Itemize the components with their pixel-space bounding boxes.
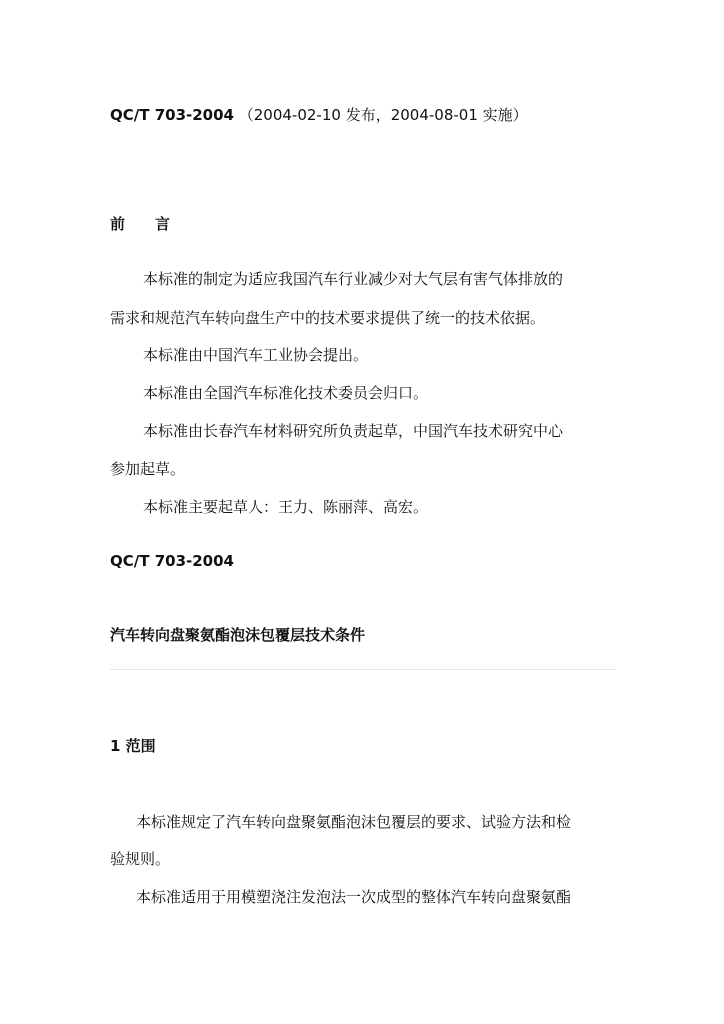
scope-paragraph-line: 本标准适用于用模塑浇注发泡法一次成型的整体汽车转向盘聚氨酯 bbox=[136, 888, 572, 906]
scope-paragraph-line: 验规则。 bbox=[110, 850, 171, 868]
standard-code-heading: QC/T 703-2004 bbox=[110, 552, 234, 570]
standard-title: 汽车转向盘聚氨酯泡沫包覆层技术条件 bbox=[110, 626, 366, 644]
foreword-heading: 前 言 bbox=[110, 215, 171, 233]
foreword-paragraph-line: 需求和规范汽车转向盘生产中的技术要求提供了统一的技术依据。 bbox=[110, 309, 546, 327]
foreword-paragraph-line: 本标准的制定为适应我国汽车行业减少对大气层有害气体排放的 bbox=[143, 270, 564, 288]
title-divider bbox=[110, 669, 615, 670]
foreword-paragraph-line: 本标准主要起草人：王力、陈丽萍、高宏。 bbox=[143, 498, 429, 516]
foreword-paragraph-line: 本标准由中国汽车工业协会提出。 bbox=[143, 346, 369, 364]
standard-code: QC/T 703-2004 bbox=[110, 106, 234, 124]
foreword-paragraph-line: 本标准由全国汽车标准化技术委员会归口。 bbox=[143, 384, 429, 402]
section-heading-scope: 1 范围 bbox=[110, 737, 156, 755]
scope-paragraph-line: 本标准规定了汽车转向盘聚氨酯泡沫包覆层的要求、试验方法和检 bbox=[136, 813, 572, 831]
standard-header bbox=[110, 105, 615, 125]
foreword-paragraph-line: 参加起草。 bbox=[110, 460, 186, 478]
foreword-paragraph-line: 本标准由长春汽车材料研究所负责起草，中国汽车技术研究中心 bbox=[143, 422, 564, 440]
publication-dates: （2004-02-10 发布，2004-08-01 实施） bbox=[233, 106, 528, 124]
